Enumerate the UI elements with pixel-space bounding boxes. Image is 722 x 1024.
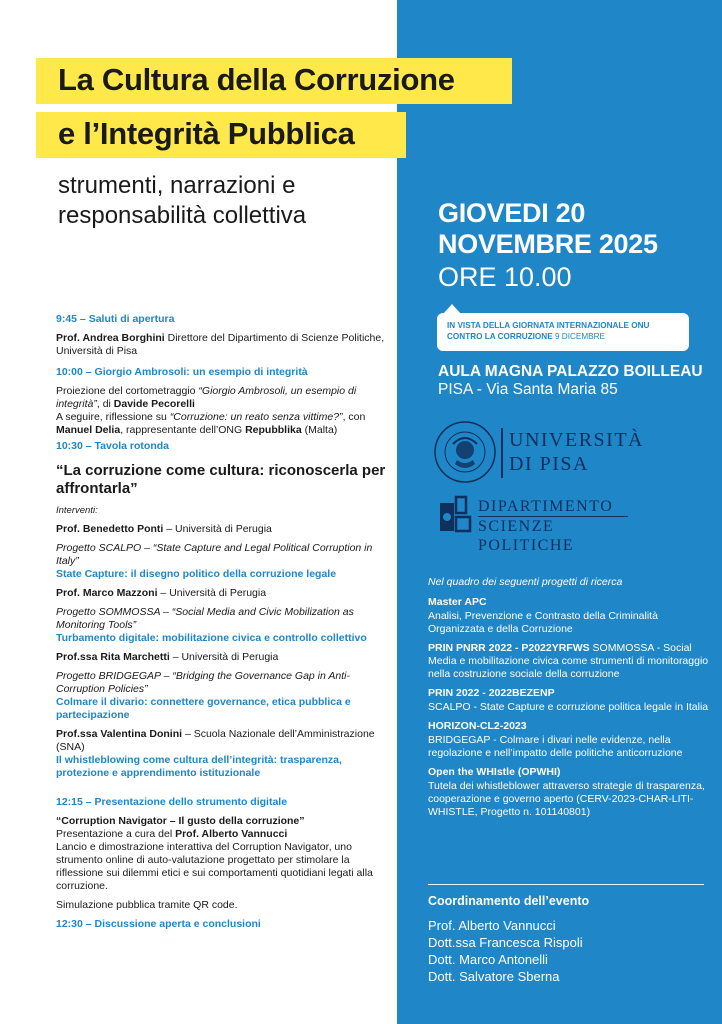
speaker-talk: Colmare il divario: connettere governance, etica pubblica e partecipazione [56,696,351,721]
speaker-name: Prof. Andrea Borghini [56,332,165,344]
speaker-name: Prof. Marco Mazzoni [56,587,158,599]
event-date [438,198,718,260]
navigator-block [56,815,391,912]
program [56,313,391,931]
project-item [428,687,713,714]
text: , rappresentante dell’ONG [120,424,246,436]
project-title: PRIN 2022 - 2022BEZENP [428,687,555,699]
speaker-project: Progetto BRIDGEGAP – “Bridging the Governance Gap in Anti-Corruption Policies” [56,670,350,695]
coordinator: Prof. Alberto Vannucci [428,918,556,933]
speaker-block [56,587,391,645]
notice-line-2: CONTRO LA CORRUZIONE [447,332,553,341]
speaker-talk: Turbamento digitale: mobilitazione civica e controllo collettivo [56,632,367,644]
speaker-project: Progetto SOMMOSSA – “Social Media and Civic Mobilization as Monitoring Tools” [56,606,354,631]
text: A seguire, riflessione su [56,411,170,423]
dept-mark-icon [438,495,478,535]
title-line-1: La Cultura della Corruzione [36,58,512,104]
guest-name: Manuel Delia [56,424,121,436]
text: , di [96,398,114,410]
topic-title: “Corruzione: un reato senza vittime?” [169,411,343,423]
subtitle-line-1: strumenti, narrazioni e [58,172,296,199]
speaker-talk: State Capture: il disegno politico della corruzione legale [56,568,337,580]
project-desc: Tutela dei whistleblower attraverso strategie di trasparenza, cooperazione e governo aperto (CERV-2023-CHAR-LITI-WHISTLE, Progetto n. 101140801) [428,780,705,818]
speaker-block [56,651,391,722]
round-table-subtitle: Interventi: [56,505,98,516]
project-item [428,596,713,636]
event-date-month: NOVEMBRE 2025 [438,229,658,259]
project-title: Open the WHIstle (OPWHI) [428,766,561,778]
coordinator: Dott. Salvatore Sberna [428,969,560,984]
notice-box [437,313,689,351]
notice-date: 9 DICEMBRE [554,332,606,341]
divider [428,884,704,885]
title-line-2: e l’Integrità Pubblica [36,112,406,158]
speaker-name: Prof.ssa Rita Marchetti [56,651,170,663]
unipi-line-2: DI PISA [509,453,589,475]
project-item [428,642,713,681]
unipi-logo [433,420,653,488]
project-desc: SOMMOSSA - Social Media e mobilitazione civica come strumenti di monitoraggio nella costruzione sociale della corruzione [428,642,709,680]
opening-speaker [56,332,391,358]
org-name: Repubblika [245,424,302,436]
project-desc: SCALPO - State Capture e corruzione politica legale in Italia [428,701,709,713]
coordination-list [428,917,583,985]
coordination-title: Coordinamento dell’evento [428,894,590,908]
venue: AULA MAGNA PALAZZO BOILLEAU [438,363,703,380]
text: Presentazione a cura del [56,828,176,840]
unipi-wordmark [509,428,644,476]
subtitle-line-2: responsabilità collettiva [58,202,307,229]
event-time: ORE 10.00 [438,262,572,292]
dept-line-2: SCIENZE POLITICHE [478,516,628,555]
text: (Malta) [301,424,338,436]
project-desc: Analisi, Prevenzione e Contrasto della Criminalità Organizzata e della Corruzione [428,610,658,635]
speaker-project: Progetto SCALPO – “State Capture and Legal Political Corruption in Italy” [56,542,373,567]
coordinator: Dott.ssa Francesca Rispoli [428,935,583,950]
projects-list [428,596,713,825]
dept-logo [438,495,658,554]
speaker-block [56,523,391,581]
speaker-block [56,728,391,780]
ambrosoli-desc [56,385,391,437]
dept-wordmark [478,497,628,555]
program-header: 12:15 – Presentazione dello strumento digitale [56,796,288,808]
program-header: 10:00 – Giorgio Ambrosoli: un esempio di integrità [56,366,308,378]
program-header: 10:30 – Tavola rotonda [56,440,170,452]
address: PISA - Via Santa Maria 85 [438,381,618,398]
qr-note: Simulazione pubblica tramite QR code. [56,899,238,911]
coordinator: Dott. Marco Antonelli [428,952,548,967]
speaker-name: Prof. Benedetto Ponti [56,523,164,535]
project-desc: BRIDGEGAP - Colmare i divari nelle evidenze, nella regolazione e nell’impatto delle politiche anticorruzione [428,734,683,759]
project-title: HORIZON-CL2-2023 [428,720,527,732]
director-name: Davide Pecorelli [113,398,195,410]
speaker-name: Prof.ssa Valentina Donini [56,728,183,740]
film-title: “Giorgio Ambrosoli, un esempio di integrità” [56,385,357,410]
text: Proiezione del cortometraggio [56,385,199,397]
project-item [428,720,713,760]
subtitle [58,171,393,231]
text: , con [342,411,366,423]
speaker-aff: – Università di Perugia [163,523,272,535]
speaker-talk: Il whistleblowing come cultura dell’integrità: trasparenza, protezione e apprendimento istituzionale [56,754,342,779]
unipi-seal-icon [433,420,497,484]
speaker-aff: – Università di Perugia [157,587,267,599]
speaker-aff: – Università di Perugia [169,651,279,663]
round-table-title: “La corruzione come cultura: riconoscerla per affrontarla” [56,462,386,497]
program-header: 12:30 – Discussione aperta e conclusioni [56,918,261,930]
program-header: 9:45 – Saluti di apertura [56,313,175,325]
projects-intro: Nel quadro dei seguenti progetti di ricerca [428,576,623,588]
dept-line-1: DIPARTIMENTO [478,498,614,515]
unipi-line-1: UNIVERSITÀ [509,429,644,451]
project-title: PRIN PNRR 2022 - P2022YRFWS [428,642,590,654]
navigator-title: “Corruption Navigator – Il gusto della corruzione” [56,815,305,827]
speaker-role: Direttore del Dipartimento di Scienze Politiche, Università di Pisa [56,332,385,357]
notice-line-1: IN VISTA DELLA GIORNATA INTERNAZIONALE ONU [447,321,650,330]
project-title: Master APC [428,596,487,608]
event-date-day: GIOVEDI 20 [438,198,586,228]
project-item [428,766,713,819]
speaker-aff: – Scuola Nazionale dell’Amministrazione (SNA) [56,728,375,753]
presenter-name: Prof. Alberto Vannucci [175,828,288,840]
navigator-desc: Lancio e dimostrazione interattiva del Corruption Navigator, uno strumento online di auto-valutazione progettato per stimolare la riflessione sui dilemmi etici e sui comportamenti quotidiani legati alla corruzione. [56,841,373,892]
